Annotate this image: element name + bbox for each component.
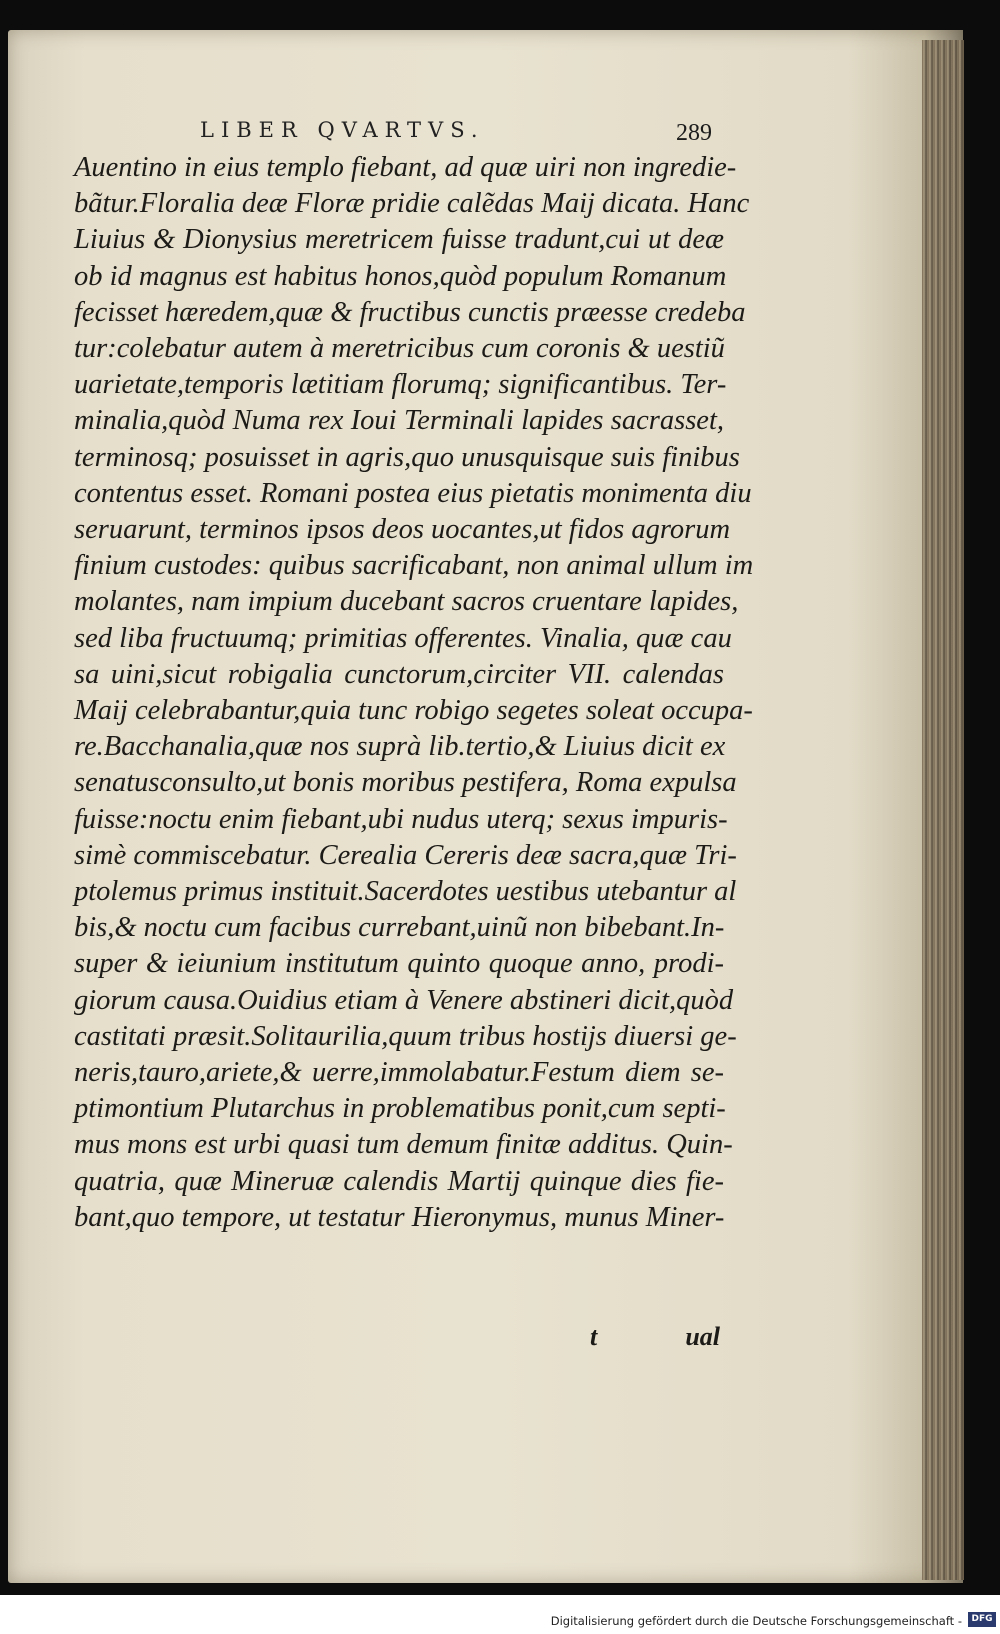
digitization-credit: Digitalisierung gefördert durch die Deutsche Forschungsgemeinschaft - [550,1614,962,1628]
text-line: senatusconsulto,ut bonis moribus pestifera, Roma expulsa [74,767,737,799]
text-line: bis,& noctu cum facibus currebant,uinũ non bibebant.In- [74,912,725,944]
running-header [200,118,720,142]
text-line: ob id magnus est habitus honos,quòd populum Romanum [74,260,727,292]
catchword-line [590,1322,720,1352]
text-line: uarietate,temporis lætitiam florumq; significantibus. Ter- [74,369,727,401]
catchword: ual [685,1322,720,1351]
text-line: simè commiscebatur. Cerealia Cereris deæ sacra,quæ Tri- [74,839,737,871]
text-line: sed liba fructuumq; primitias offerentes. Vinalia, quæ cau [74,622,732,654]
text-line: mus mons est urbi quasi tum demum finitæ additus. Quin- [74,1129,733,1161]
text-line: tur:colebatur autem à meretricibus cum coronis & uestiũ [74,333,725,365]
text-line: Liuius & Dionysius meretricem fuisse tradunt,cui ut deæ [74,224,724,256]
text-line: ptolemus primus instituit.Sacerdotes uestibus utebantur al [74,876,737,908]
text-line: neris,tauro,ariete,& uerre,immolabatur.Festum diem se- [74,1057,724,1089]
text-line: fecisset hæredem,quæ & fructibus cunctis præesse credeba [74,296,746,328]
text-line: castitati præsit.Solitaurilia,quum tribus hostijs diuersi ge- [74,1020,737,1052]
running-title: LIBER QVARTVS. [200,118,485,142]
text-line: terminosq; posuisset in agris,quo unusquisque suis finibus [74,441,740,473]
text-line: seruarunt, terminos ipsos deos uocantes,ut fidos agrorum [74,514,731,546]
text-line: contentus esset. Romani postea eius pietatis monimenta diu [74,477,752,509]
text-line: Maij celebrabantur,quia tunc robigo segetes soleat occupa- [74,695,753,727]
text-line: giorum causa.Ouidius etiam à Venere abstineri dicit,quòd [74,984,734,1016]
folio-number: 289 [676,120,712,146]
text-line: Auentino in eius templo fiebant, ad quæ uiri non ingredie- [74,152,737,183]
text-line: re.Bacchanalia,quæ nos suprà lib.tertio,& Liuius dicit ex [74,731,726,763]
text-line: super & ieiunium institutum quinto quoque anno, prodi- [74,948,724,980]
body-text [74,150,754,1236]
text-line: molantes, nam impium ducebant sacros cruentare lapides, [74,586,739,618]
text-line: fuisse:noctu enim fiebant,ubi nudus uterq; sexus impuris- [74,803,728,835]
dfg-logo: DFG [968,1612,996,1627]
page-edges [922,40,964,1580]
text-line: bant,quo tempore, ut testatur Hieronymus, munus Miner- [74,1201,725,1233]
text-line: ptimontium Plutarchus in problematibus ponit,cum septi- [74,1093,726,1125]
text-line: minalia,quòd Numa rex Ioui Terminali lapides sacrasset, [74,405,724,437]
signature-mark: t [590,1322,598,1351]
text-line: sa uini,sicut robigalia cunctorum,circiter VII. calendas [74,658,724,690]
text-line: finium custodes: quibus sacrificabant, non animal ullum im [74,550,754,582]
text-line: bãtur.Floralia deæ Floræ pridie calẽdas Maij dicata. Hanc [74,188,750,220]
text-line: quatria, quæ Mineruæ calendis Martij quinque dies fie- [74,1165,724,1197]
